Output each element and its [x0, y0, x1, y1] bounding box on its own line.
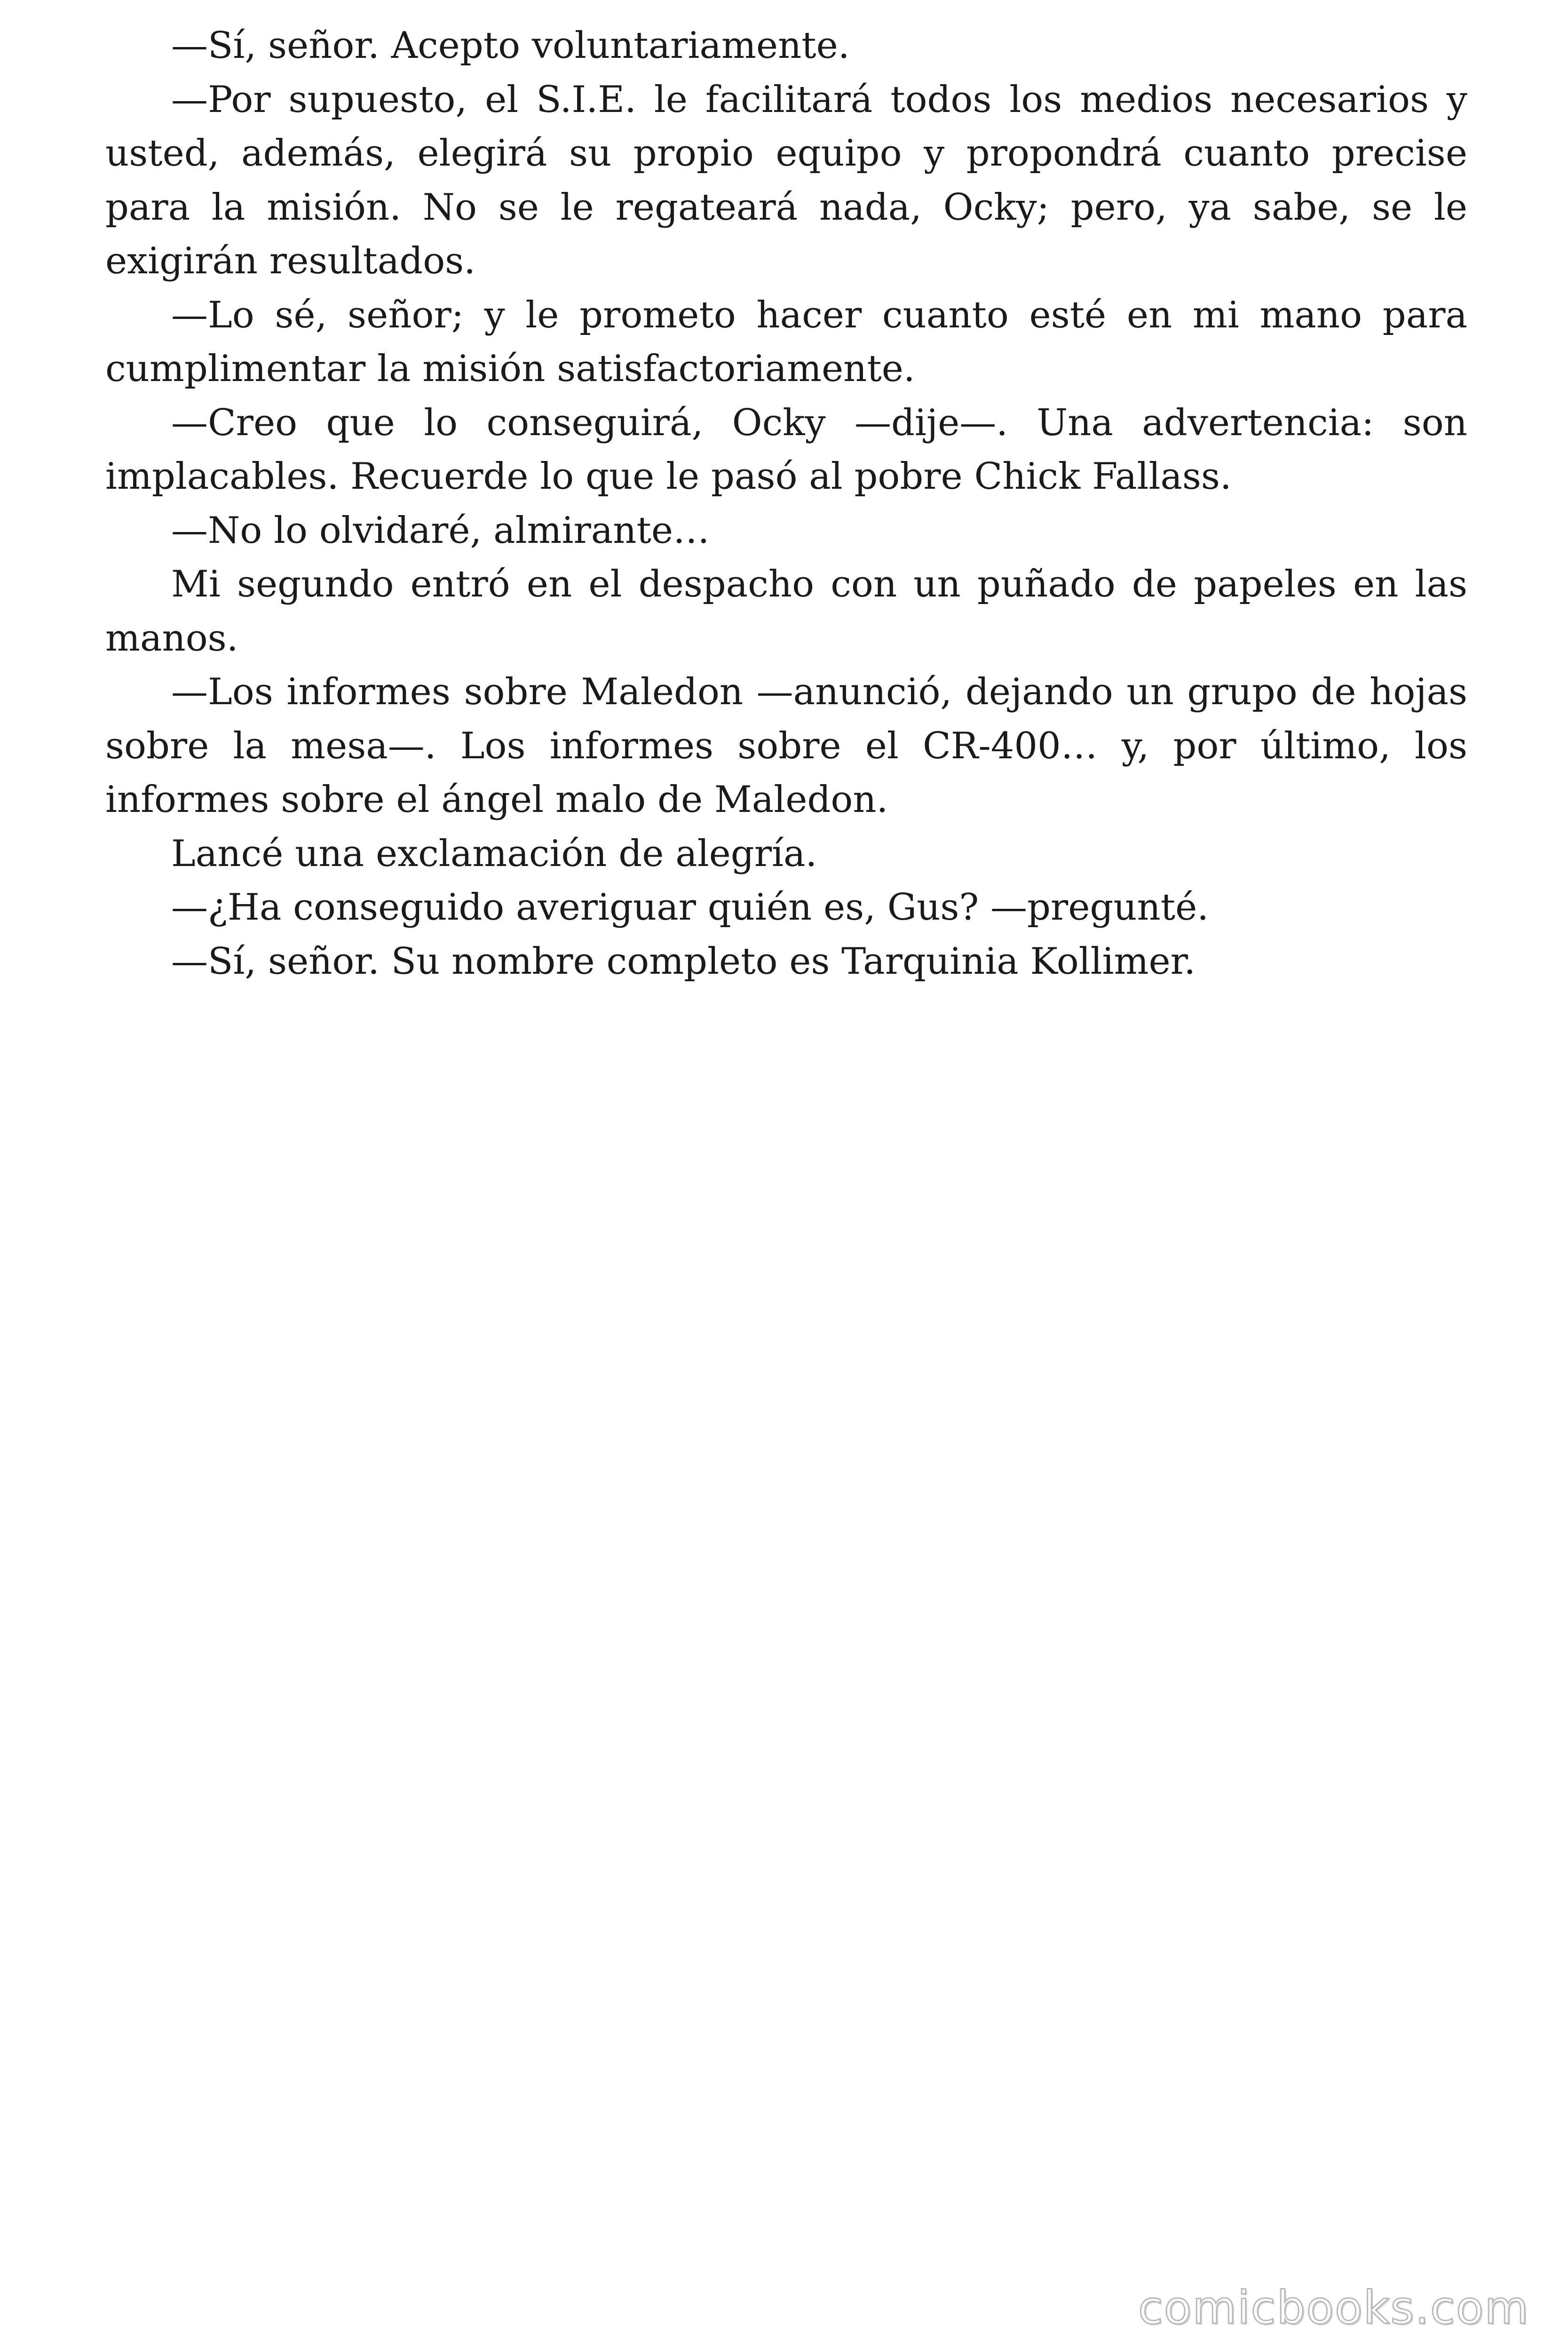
paragraph: Lancé una exclamación de alegría.: [171, 832, 817, 875]
paragraph: Mi segundo entró en el despacho con un puñado de papeles en las manos.: [105, 563, 1467, 660]
paragraph: —Sí, señor. Su nombre completo es Tarquinia Kollimer.: [171, 940, 1196, 983]
paragraph: —Por supuesto, el S.I.E. le facilitará todos los medios necesarios y usted, además, elegirá su propio equipo y propondrá cuanto precise para la misión. No se le regateará nada, Ocky; pero, ya sabe, se le exigirán resultados.: [105, 78, 1467, 282]
paragraph: —Creo que lo conseguirá, Ocky —dije—. Una advertencia: son implacables. Recuerde lo que le pasó al pobre Chick Fallass.: [105, 401, 1467, 498]
paragraph: —Sí, señor. Acepto voluntariamente.: [171, 24, 850, 67]
paragraph: —¿Ha conseguido averiguar quién es, Gus? —pregunté.: [171, 886, 1209, 929]
paragraph: —No lo olvidaré, almirante…: [171, 509, 710, 552]
paragraph: —Los informes sobre Maledon —anunció, dejando un grupo de hojas sobre la mesa—. Los informes sobre el CR-400… y, por último, los informes sobre el ángel malo de Maledon.: [105, 671, 1467, 821]
paragraph: —Lo sé, señor; y le prometo hacer cuanto esté en mi mano para cumplimentar la misión satisfactoriamente.: [105, 294, 1467, 390]
page-body-text: [105, 19, 1467, 988]
watermark-logo: comicbooks.com: [1138, 2281, 1529, 2334]
